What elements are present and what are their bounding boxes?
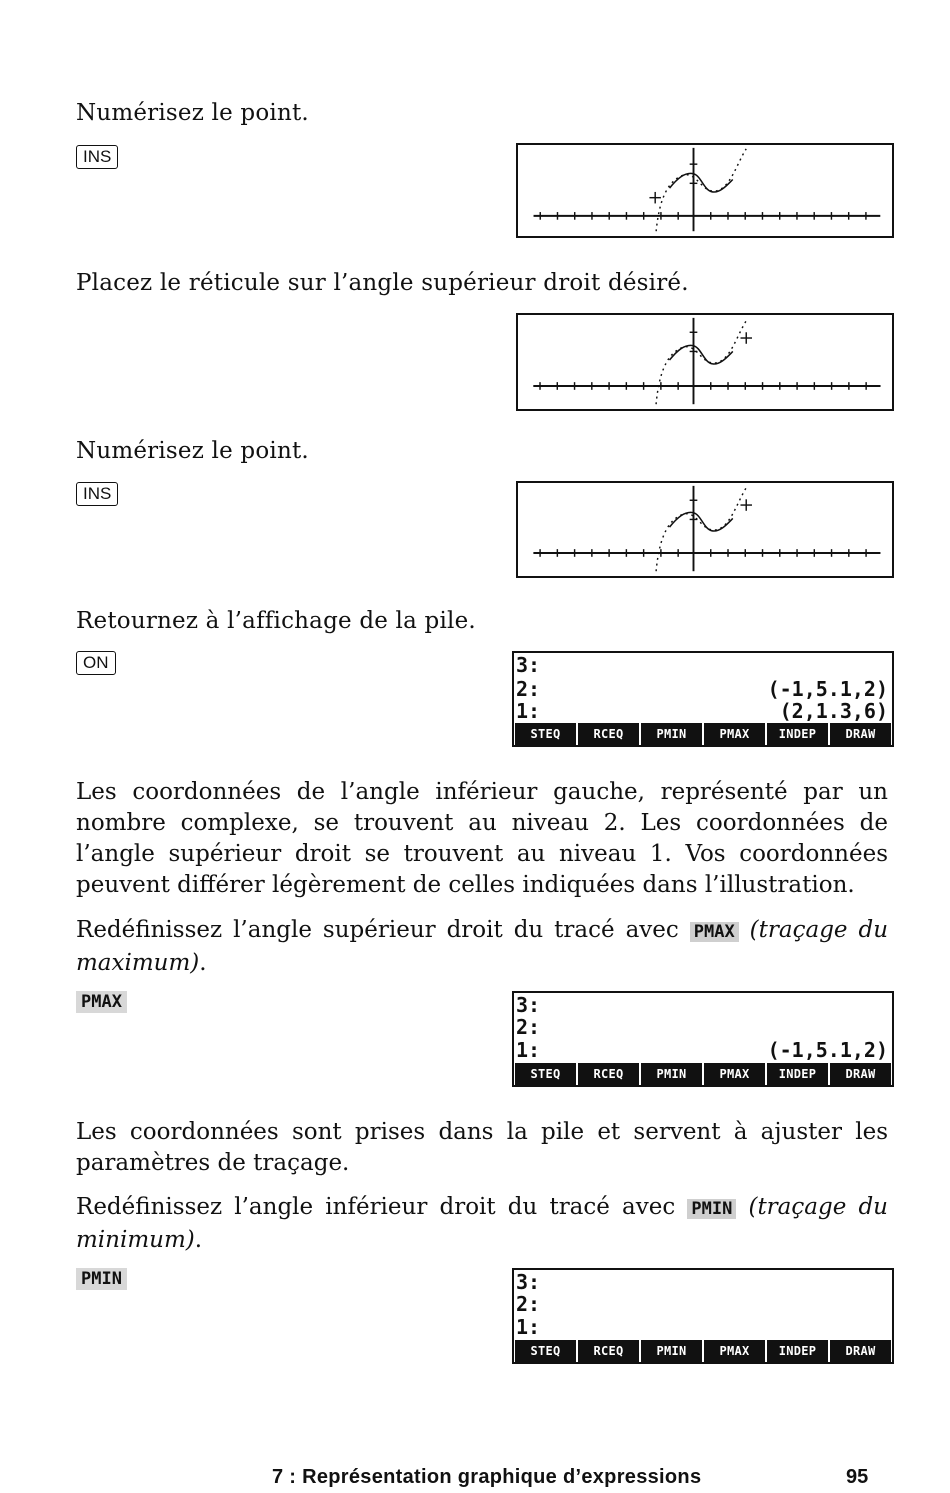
function-curve bbox=[656, 488, 746, 571]
pmax-softkey: PMAX bbox=[76, 991, 127, 1013]
softkey-menu bbox=[514, 1063, 892, 1085]
softkey-menu bbox=[514, 1340, 892, 1362]
ins-key: INS bbox=[76, 482, 118, 506]
plot-screen-3 bbox=[516, 481, 894, 578]
on-key: ON bbox=[76, 651, 116, 675]
crosshair-icon bbox=[740, 332, 752, 344]
stack-screen-3 bbox=[512, 1268, 894, 1364]
stack-value-2: (-1,5.1,2) bbox=[767, 677, 888, 701]
para-coordinates: Les coordonnées de l’angle inférieur gauche, représenté par un nombre complexe, se trouvent au niveau 2. Les coordonnées de l’angle supérieur droit se trouvent au niveau 1. Vos coordonnées peuvent différer légèrement de celles indiquées dans l’illustration. bbox=[76, 779, 888, 898]
menu-draw[interactable]: DRAW bbox=[830, 723, 891, 745]
x-ticks bbox=[540, 332, 866, 390]
menu-indep[interactable]: INDEP bbox=[767, 1063, 828, 1085]
menu-indep[interactable]: INDEP bbox=[767, 1340, 828, 1362]
stack-level-3: 3: bbox=[516, 993, 541, 1017]
stack-value-1: (2,1.3,6) bbox=[779, 699, 888, 723]
stack-level-1: 1: bbox=[516, 1315, 541, 1339]
pmin-softkey-inline: PMIN bbox=[687, 1199, 736, 1219]
menu-rceq[interactable]: RCEQ bbox=[578, 1340, 639, 1362]
menu-rceq[interactable]: RCEQ bbox=[578, 1063, 639, 1085]
pmin-softkey: PMIN bbox=[76, 1268, 127, 1290]
para-pmin: Redéfinissez l’angle inférieur droit du tracé avec PMIN (traçage du minimum). bbox=[76, 1194, 888, 1253]
step-3-text: Numérisez le point. bbox=[76, 438, 309, 464]
menu-pmax[interactable]: PMAX bbox=[704, 723, 765, 745]
stack-level-2: 2: (-1,5.1,2) bbox=[516, 677, 888, 701]
para-stack: Les coordonnées sont prises dans la pile et servent à ajuster les paramètres de traçage. bbox=[76, 1119, 888, 1176]
menu-steq[interactable]: STEQ bbox=[515, 723, 576, 745]
para-pmax: Redéfinissez l’angle supérieur droit du tracé avec PMAX (traçage du maximum). bbox=[76, 917, 889, 976]
crosshair-icon bbox=[649, 192, 660, 203]
step-4-text: Retournez à l’affichage de la pile. bbox=[76, 608, 476, 634]
menu-pmin[interactable]: PMIN bbox=[641, 1340, 702, 1362]
ins-key: INS bbox=[76, 145, 118, 169]
function-curve bbox=[656, 149, 746, 231]
function-curve-solid bbox=[670, 173, 733, 192]
plot-screen-2 bbox=[516, 313, 894, 411]
pmax-softkey-inline: PMAX bbox=[690, 922, 739, 942]
stack-level-1: 1: (-1,5.1,2) bbox=[516, 1038, 888, 1062]
plot-graph-1 bbox=[518, 145, 892, 236]
function-curve-solid bbox=[670, 512, 733, 531]
menu-pmax[interactable]: PMAX bbox=[704, 1340, 765, 1362]
menu-steq[interactable]: STEQ bbox=[515, 1340, 576, 1362]
chapter-footer: 7 : Représentation graphique d’expressions bbox=[272, 1466, 702, 1488]
plot-graph-3 bbox=[518, 483, 892, 576]
stack-level-2: 2: bbox=[516, 1015, 541, 1039]
x-ticks bbox=[540, 500, 866, 557]
step-1-text: Numérisez le point. bbox=[76, 100, 309, 126]
menu-indep[interactable]: INDEP bbox=[767, 723, 828, 745]
stack-level-3: 3: bbox=[516, 1270, 541, 1294]
plot-screen-1 bbox=[516, 143, 894, 238]
softkey-menu bbox=[514, 723, 892, 745]
menu-draw[interactable]: DRAW bbox=[830, 1340, 891, 1362]
menu-pmin[interactable]: PMIN bbox=[641, 723, 702, 745]
function-curve bbox=[656, 321, 746, 404]
crosshair-icon bbox=[740, 499, 752, 511]
function-curve-solid bbox=[670, 345, 733, 364]
menu-steq[interactable]: STEQ bbox=[515, 1063, 576, 1085]
menu-draw[interactable]: DRAW bbox=[830, 1063, 891, 1085]
stack-screen-1 bbox=[512, 651, 894, 747]
stack-value-1: (-1,5.1,2) bbox=[767, 1038, 888, 1062]
menu-pmax[interactable]: PMAX bbox=[704, 1063, 765, 1085]
page-number: 95 bbox=[846, 1466, 869, 1488]
step-2-text: Placez le réticule sur l’angle supérieur droit désiré. bbox=[76, 270, 689, 296]
stack-level-3: 3: bbox=[516, 653, 541, 677]
stack-screen-2 bbox=[512, 991, 894, 1087]
stack-level-2: 2: bbox=[516, 1292, 541, 1316]
menu-rceq[interactable]: RCEQ bbox=[578, 723, 639, 745]
menu-pmin[interactable]: PMIN bbox=[641, 1063, 702, 1085]
stack-level-1: 1: (2,1.3,6) bbox=[516, 699, 888, 723]
x-ticks bbox=[540, 164, 866, 220]
plot-graph-2 bbox=[518, 315, 892, 409]
